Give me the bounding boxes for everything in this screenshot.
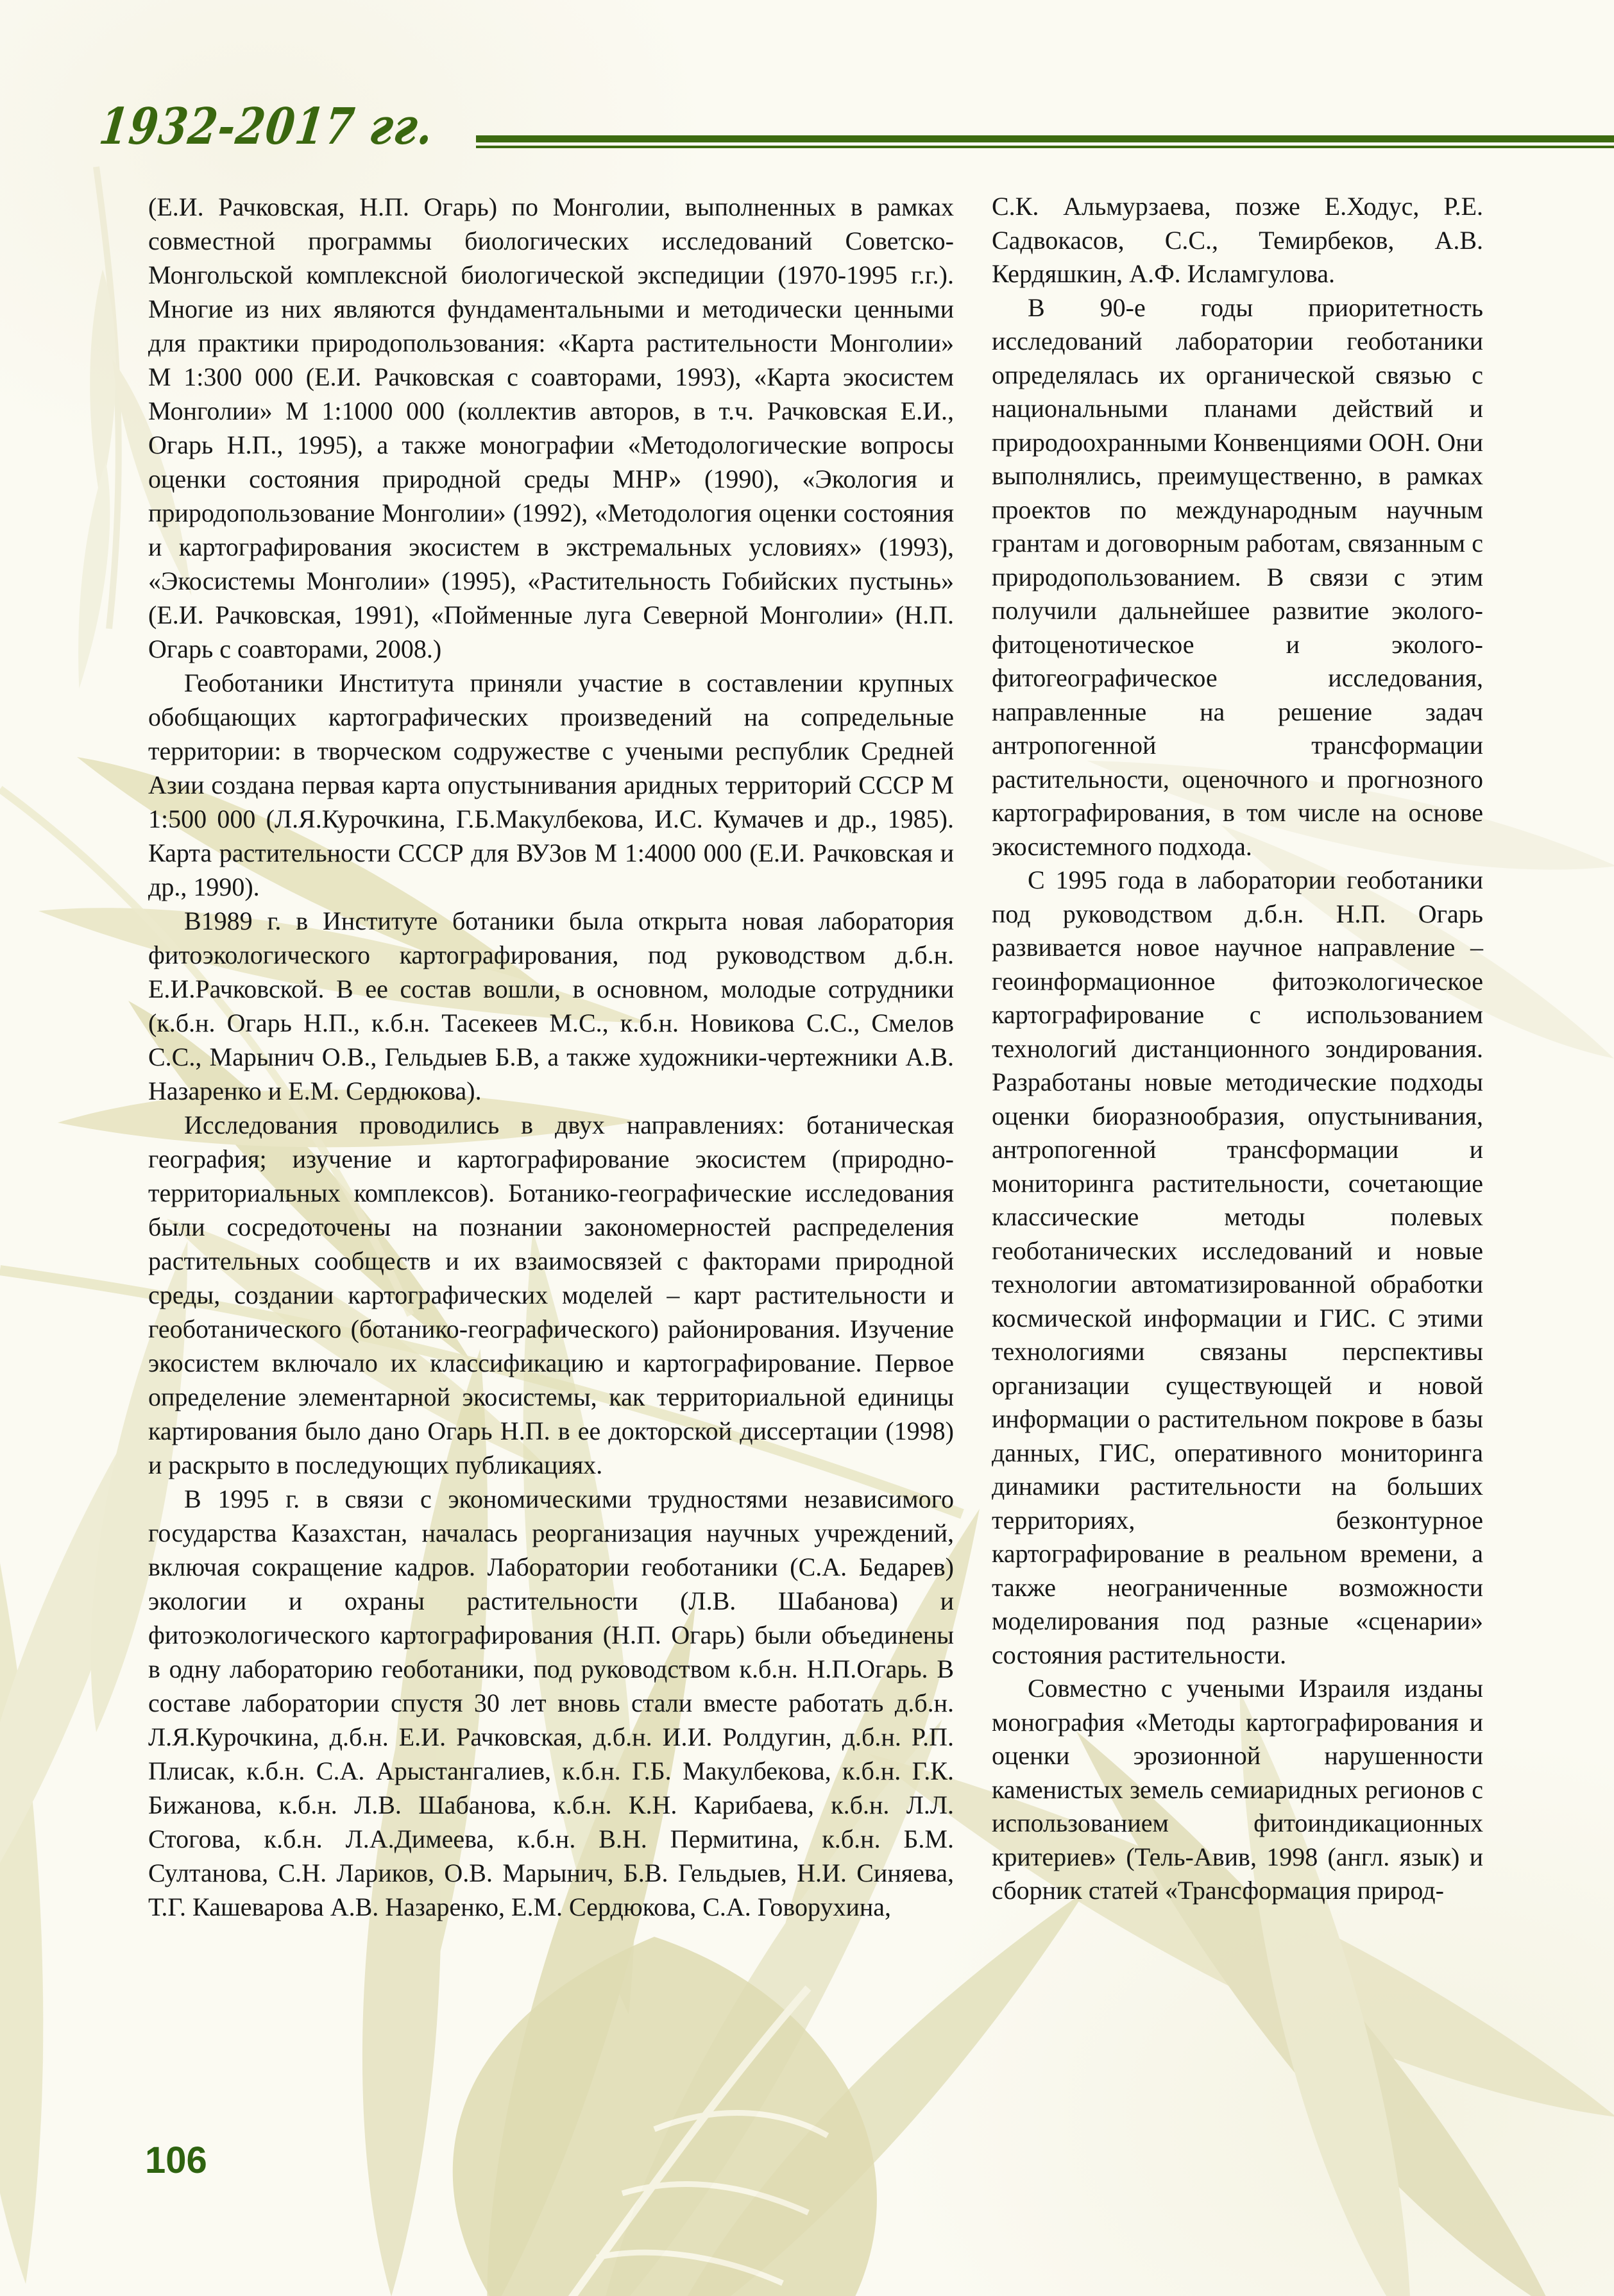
paragraph: Исследования проводились в двух направлениях: ботаническая география; изучение и картографирование экосистем (природно-территориальных комплексов). Ботанико-географические исследования были сосредоточены на познании закономерностей распределения растительных сообществ и их взаимосвязей с факторами природной среды, создании картографических моделей – карт растительности и геоботанического (ботанико-географического) районирования. Изучение экосистем включало их классификацию и картографирование. Первое определение элементарной экосистемы, как территориальной единицы картирования было дано Огарь Н.П. в ее докторской диссертации (1998) и раскрыто в последующих публикациях.: [148, 1110, 954, 1479]
page-number: 106: [145, 2139, 207, 2181]
paragraph: В 1995 г. в связи с экономическими трудностями независимого государства Казахстан, началась реорганизация научных учреждений, включая сокращение кадров. Лаборатории геоботаники (С.А. Бедарев) экологии и охраны растительности (Л.В. Шабанова) и фитоэкологического картографирования (Н.П. Огарь) были объединены в одну лабораторию геоботаники, под руководством к.б.н. Н.П.Огарь. В составе лаборатории спустя 30 лет вновь стали вместе работать д.б.н. Л.Я.Курочкина, д.б.н. Е.И. Рачковская, д.б.н. И.И. Ролдугин, д.б.н. Р.П. Плисак, к.б.н. С.А. Арыстангалиев, к.б.н. Г.Б. Макулбекова, к.б.н. Г.К. Бижанова, к.б.н. Л.В. Шабанова, к.б.н. К.Н. Карибаева, к.б.н. Л.Л. Стогова, к.б.н. Л.А.Димеева, к.б.н. В.Н. Пермитина, к.б.н. Б.М. Султанова, С.Н. Лариков, О.В. Марынич, Б.В. Гельдыев, Н.И. Синяева, Т.Г. Кашеварова А.В. Назаренко, Е.М. Сердюкова, С.А. Говорухина,: [148, 1484, 954, 1921]
paragraph: (Е.И. Рачковская, Н.П. Огарь) по Монголии, выполненных в рамках совместной программы биологических исследований Советско-Монгольской комплексной биологической экспедиции (1970-1995 г.г.). Многие из них являются фундаментальными и методически ценными для практики природопользования: «Карта растительности Монголии» М 1:300 000 (Е.И. Рачковская с соавторами, 1993), «Карта экосистем Монголии» М 1:1000 000 (коллектив авторов, в т.ч. Рачковская Е.И., Огарь Н.П., 1995), а также монографии «Методологические вопросы оценки состояния природной среды МНР» (1990), «Экология и природопользование Монголии» (1992), «Методология оценки состояния и картографирования экосистем в экстремальных условиях» (1993), «Экосистемы Монголии» (1995), «Растительность Гобийских пустынь» (Е.И. Рачковская, 1991), «Пойменные луга Северной Монголии» (Н.П. Огарь с соавторами, 2008.): [148, 192, 954, 663]
text-column-left: [148, 190, 954, 1924]
text-column-right: [992, 190, 1483, 1908]
header-rule-thick: [476, 135, 1614, 142]
paragraph: Геоботаники Института приняли участие в составлении крупных обобщающих картографических произведений на сопредельные территории: в творческом содружестве с учеными республик Средней Азии создана первая карта опустынивания аридных территорий СССР М 1:500 000 (Л.Я.Курочкина, Г.Б.Макулбекова, И.С. Кумачев и др., 1985). Карта растительности СССР для ВУЗов М 1:4000 000 (Е.И. Рачковская и др., 1990).: [148, 668, 954, 901]
header-rule-thin: [476, 146, 1614, 148]
paragraph: В 90-е годы приоритетность исследований лаборатории геоботаники определялась их органической связью с национальными планами действий и природоохранными Конвенциями ООН. Они выполнялись, преимущественно, в рамках проектов по международным научным грантам и договорным работам, связанным с природопользованием. В связи с этим получили дальнейшее развитие эколого-фитоценотическое и эколого-фитогеографическое исследования, направленные на решение задач антропогенной трансформации растительности, оценочного и прогнозного картографирования, в том числе на основе экосистемного подхода.: [992, 293, 1483, 861]
header-rule: [476, 135, 1614, 148]
page-header-years: 1932-2017 гг.: [96, 98, 437, 156]
paragraph: С 1995 года в лаборатории геоботаники под руководством д.б.н. Н.П. Огарь развивается новое научное направление – геоинформационное фитоэкологическое картографирование с использованием технологий дистанционного зондирования. Разработаны новые методические подходы оценки биоразнообразия, опустынивания, антропогенной трансформации и мониторинга растительности, сочетающие классические методы полевых геоботанических исследований и новые технологии автоматизированной обработки космической информации и ГИС. С этими технологиями связаны перспективы организации существующей и новой информации о растительном покрове в базы данных, ГИС, оперативного мониторинга динамики растительности на больших территориях, безконтурное картографирование в реальном времени, а также неограниченные возможности моделирования под разные «сценарии» состояния растительности.: [992, 865, 1483, 1669]
paragraph: С.К. Альмурзаева, позже Е.Ходус, Р.Е. Садвокасов, С.С., Темирбеков, А.В. Кердяшкин, А.Ф. Исламгулова.: [992, 192, 1483, 288]
paragraph: Совместно с учеными Израиля изданы монография «Методы картографирования и оценки эрозионной нарушенности каменистых земель семиаридных регионов с использованием фитоиндикационных критериев» (Тель-Авив, 1998 (англ. язык) и сборник статей «Трансформация природ-: [992, 1674, 1483, 1905]
paragraph: В1989 г. в Институте ботаники была открыта новая лаборатория фитоэкологического картографирования, под руководством д.б.н. Е.И.Рачковской. В ее состав вошли, в основном, молодые сотрудники (к.б.н. Огарь Н.П., к.б.н. Тасекеев М.С., к.б.н. Новикова С.С., Смелов С.С., Марынич О.В., Гельдыев Б.В, а также художники-чертежники А.В. Назаренко и Е.М. Сердюкова).: [148, 906, 954, 1105]
